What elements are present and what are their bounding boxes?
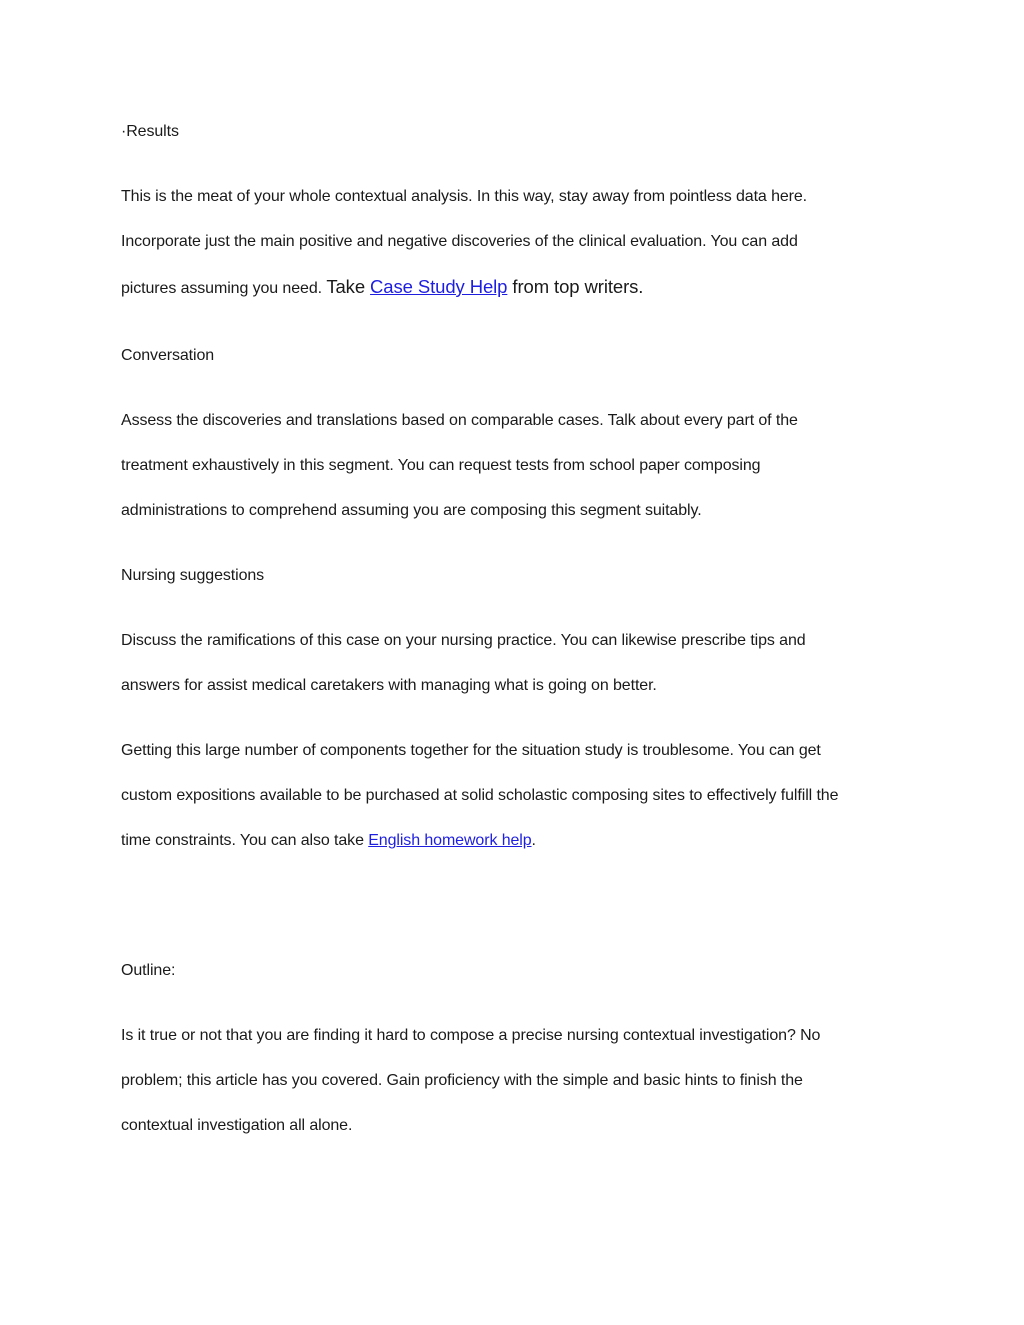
- nursing-suggestions-heading: Nursing suggestions: [121, 567, 265, 584]
- results-paragraph-line-2: Incorporate just the main positive and negative discoveries of the clinical evaluation. You can add: [121, 233, 798, 250]
- outline-heading: Outline:: [121, 962, 176, 979]
- results-line-3-tail: from top writers.: [507, 276, 644, 297]
- outline-line-3: contextual investigation all alone.: [121, 1117, 353, 1134]
- closing-line-3-text: time constraints. You can also take: [121, 832, 369, 849]
- outline-line-2: problem; this article has you covered. Gain proficiency with the simple and basic hints to finish the: [121, 1072, 803, 1089]
- outline-line-1: Is it true or not that you are finding it hard to compose a precise nursing contextual investigation? No: [121, 1027, 821, 1044]
- conversation-line-1: Assess the discoveries and translations based on comparable cases. Talk about every part of the: [121, 412, 798, 429]
- closing-line-2: custom expositions available to be purchased at solid scholastic composing sites to effectively fulfill the: [121, 787, 839, 804]
- results-line-3-text: pictures assuming you need.: [121, 280, 327, 297]
- case-study-help-link[interactable]: Case Study Help: [370, 276, 508, 297]
- nursing-line-2: answers for assist medical caretakers with managing what is going on better.: [121, 677, 657, 694]
- conversation-heading: Conversation: [121, 347, 215, 364]
- conversation-line-3: administrations to comprehend assuming you are composing this segment suitably.: [121, 502, 702, 519]
- results-paragraph-line-1: This is the meat of your whole contextual analysis. In this way, stay away from pointless data here.: [121, 188, 808, 205]
- closing-line-3: [121, 831, 536, 851]
- results-paragraph-line-3: [121, 277, 643, 299]
- results-take-text: Take: [326, 276, 371, 297]
- closing-line-1: Getting this large number of components together for the situation study is troublesome. You can get: [121, 742, 821, 759]
- closing-line-3-period: .: [531, 832, 536, 849]
- conversation-line-2: treatment exhaustively in this segment. You can request tests from school paper composing: [121, 457, 761, 474]
- results-heading: ·Results: [121, 123, 179, 140]
- nursing-line-1: Discuss the ramifications of this case on your nursing practice. You can likewise prescribe tips and: [121, 632, 806, 649]
- english-homework-help-link[interactable]: English homework help: [368, 832, 532, 849]
